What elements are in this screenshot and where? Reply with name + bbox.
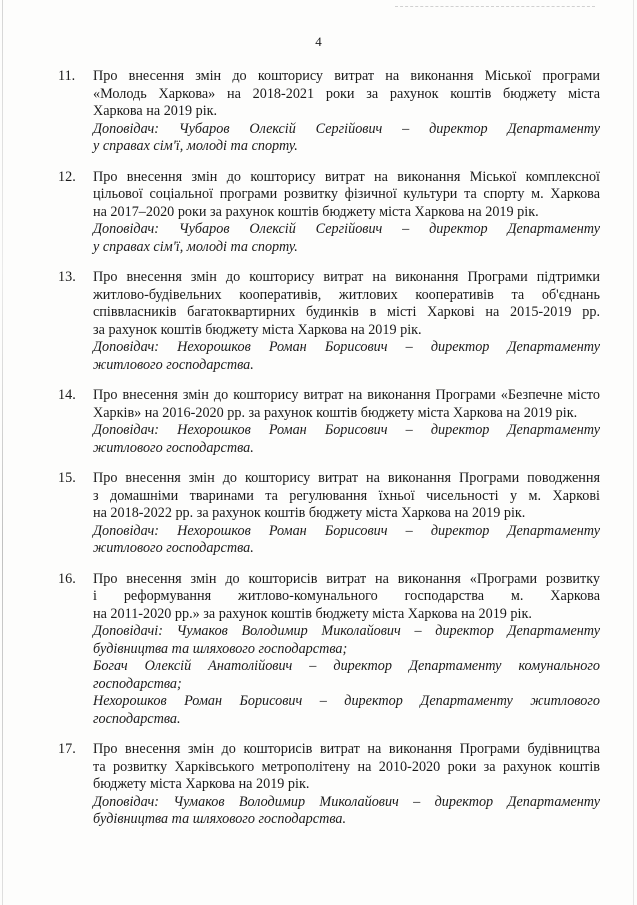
agenda-item-number: 14.: [58, 387, 76, 403]
agenda-item-body: [93, 169, 600, 257]
speaker-line: Доповідач: Чубаров Олексій Сергійович – директор Департаменту: [93, 120, 600, 137]
agenda-item-title-line: «Молодь Харкова» на 2018-2021 роки за рахунок коштів бюджету міста: [93, 85, 600, 102]
agenda-item-title-line: Про внесення змін до кошторису витрат на виконання Програми підтримки: [93, 269, 600, 285]
agenda-item-title-line: Про внесення змін до кошторису витрат на виконання Міської програми: [93, 68, 600, 84]
agenda-items-list: [58, 68, 600, 842]
scan-edge-left: [2, 0, 3, 905]
agenda-item-title-line: цільової соціальної програми розвитку фізичної культури та спорту м. Харкова: [93, 186, 600, 202]
agenda-item: [58, 571, 600, 729]
agenda-item-number: 13.: [58, 269, 76, 285]
agenda-item-body: [93, 741, 600, 829]
speaker-line: Доповідач: Нехорошков Роман Борисович – директор Департаменту: [93, 522, 600, 539]
agenda-item-title-line: на 2017–2020 роки за рахунок коштів бюджету міста Харкова на 2019 рік.: [93, 203, 539, 220]
agenda-item-title-line: Харків» на 2016-2020 рр. за рахунок коштів бюджету міста Харкова на 2019 рік.: [93, 404, 578, 421]
page-number: 4: [315, 34, 322, 49]
speaker-line: господарства;: [93, 675, 182, 692]
agenda-item-title-line: житлово-будівельних кооперативів, житлових кооперативів та об'єднань: [93, 286, 600, 303]
agenda-item-title-line: з домашніми тваринами та регулювання їхньої чисельності у м. Харкові: [93, 487, 600, 504]
agenda-item-body: [93, 387, 600, 457]
agenda-item-number: 15.: [58, 470, 76, 486]
speaker-line: Доповідач: Чубаров Олексій Сергійович – директор Департаменту: [93, 221, 600, 237]
agenda-item-title-line: Про внесення змін до кошторису витрат на виконання Програми «Безпечне місто: [93, 387, 600, 403]
speaker-line: житлового господарства.: [93, 356, 254, 373]
agenda-item-number: 16.: [58, 570, 76, 587]
speaker-line: Богач Олексій Анатолійович – директор Департаменту комунального: [93, 658, 600, 674]
speaker-line: Доповідач: Нехорошков Роман Борисович – директор Департаменту: [93, 422, 600, 438]
agenda-item: [58, 269, 600, 374]
speaker-line: Доповідачі: Чумаков Володимир Миколайович – директор Департаменту: [93, 623, 600, 639]
speaker-line: Нехорошков Роман Борисович – директор Департаменту житлового: [93, 693, 600, 709]
agenda-item-title-line: Про внесення змін до кошторисів витрат на виконання Програми будівництва: [93, 741, 600, 757]
agenda-item-body: [93, 269, 600, 374]
speaker-line: житлового господарства.: [93, 540, 254, 556]
speaker-line: у справах сім'ї, молоді та спорту.: [93, 238, 298, 255]
agenda-item-number: 12.: [58, 168, 76, 185]
agenda-item-body: [93, 68, 600, 156]
agenda-item-body: [93, 470, 600, 558]
agenda-item-number: 11.: [58, 68, 76, 84]
speaker-line: житлового господарства.: [93, 439, 254, 456]
speaker-line: у справах сім'ї, молоді та спорту.: [93, 138, 298, 154]
scan-edge-right: [633, 0, 634, 905]
agenda-item-title-line: Про внесення змін до кошторису витрат на виконання Програми поводження: [93, 470, 600, 486]
agenda-item-body: [93, 571, 600, 729]
agenda-item-title-line: за рахунок коштів бюджету міста Харкова на 2019 рік.: [93, 321, 422, 338]
speaker-line: господарства.: [93, 710, 181, 727]
agenda-item-title-line: співвласників багатоквартирних будинків в місті Харкові на 2015-2019 рр.: [93, 304, 600, 320]
agenda-item-title-line: Про внесення змін до кошторисів витрат на виконання «Програми розвитку: [93, 570, 600, 587]
agenda-item-title-line: та розвитку Харківського метрополітену на 2010-2020 роки за рахунок коштів: [93, 758, 600, 775]
agenda-item: [58, 387, 600, 457]
agenda-item-title-line: на 2011-2020 рр.» за рахунок коштів бюджету міста Харкова на 2019 рік.: [93, 605, 532, 622]
scan-mark-top: [395, 6, 595, 8]
agenda-item-number: 17.: [58, 741, 76, 757]
agenda-item: [58, 68, 600, 156]
speaker-line: Доповідач: Нехорошков Роман Борисович – директор Департаменту: [93, 339, 600, 355]
speaker-line: будівництва та шляхового господарства.: [93, 811, 347, 827]
speaker-line: будівництва та шляхового господарства;: [93, 640, 348, 657]
speaker-line: Доповідач: Чумаков Володимир Миколайович – директор Департаменту: [93, 793, 600, 810]
agenda-item: [58, 741, 600, 829]
agenda-item-title-line: Харкова на 2019 рік.: [93, 103, 218, 119]
agenda-item: [58, 470, 600, 558]
agenda-item-title-line: і реформування житлово-комунального господарства м. Харкова: [93, 588, 600, 604]
agenda-item-title-line: Про внесення змін до кошторису витрат на виконання Міської комплексної: [93, 168, 600, 185]
agenda-item-title-line: на 2018-2022 рр. за рахунок коштів бюджету міста Харкова на 2019 рік.: [93, 505, 526, 521]
agenda-item: [58, 169, 600, 257]
agenda-item-title-line: бюджету міста Харкова на 2019 рік.: [93, 776, 310, 792]
